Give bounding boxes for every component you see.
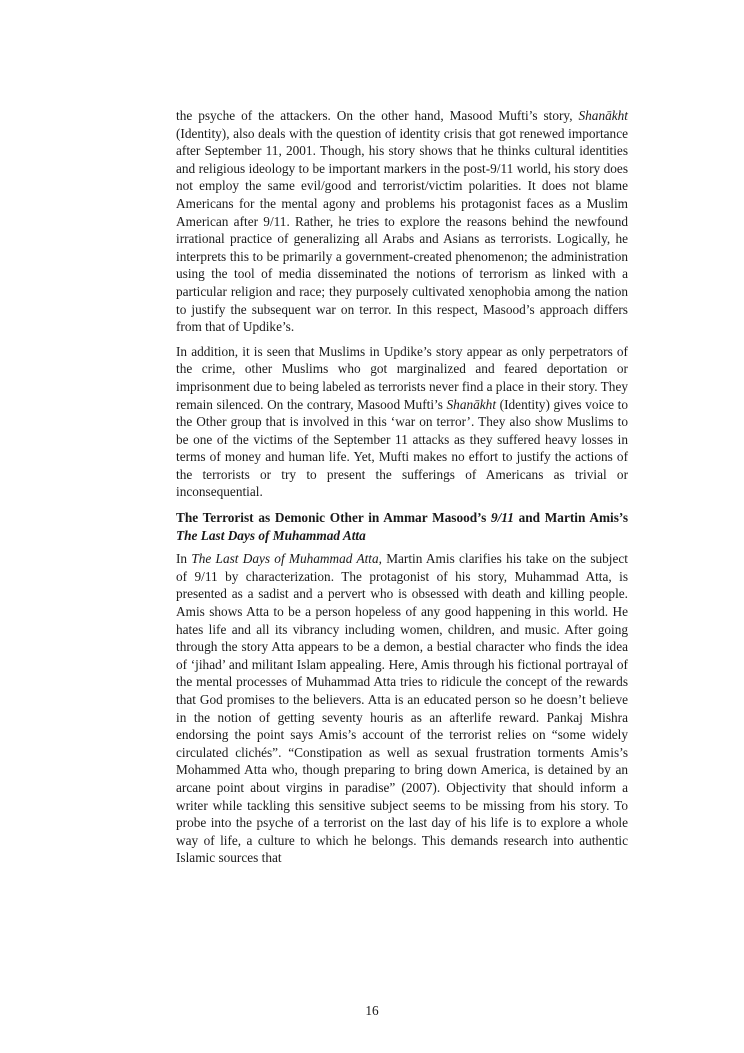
section-heading — [176, 509, 628, 544]
p1-text-b: (Identity), also deals with the question of identity crisis that got renewed importance after September 11, 2001. Though, his story shows that he thinks cultural identities and religious ideology to be important markers in the post-9/11 world, his story does not employ the same evil/good and terrorist/victim polarities. It does not blame Americans for the mental agony and problems his protagonist faces as a Muslim American after 9/11. Rather, he tries to explore the reasons behind the newfound irrational practice of generalizing all Arabs and Asians as terrorists. Logically, he interprets this to be primarily a government-created phenomenon; the administration using the tool of media disseminated the notions of terrorism as linked with a particular religion and race; they purposely cultivated xenophobia among the nation to justify the subsequent war on terror. In this respect, Masood’s approach differs from that of Updike’s. — [176, 125, 628, 335]
page-body — [176, 107, 628, 867]
p3-text-b: , Martin Amis clarifies his take on the subject of 9/11 by characterization. The protagonist of his story, Muhammad Atta, is presented as a sadist and a pervert who is obsessed with death and killing people. Amis shows Atta to be a person hopeless of any good happening in this world. He hates life and all its vibrancy including women, children, and music. After going through the story Atta appears to be a demon, a bestial character who finds the idea of ‘jihad’ and militant Islam appealing. Here, Amis through his fictional portrayal of the mental processes of Muhammad Atta tries to ridicule the concept of the rewards that God promises to the believers. Atta is an educated person so he doesn’t believe in the notion of getting seventy houris as an afterlife reward. Pankaj Mishra endorsing the point says Amis’s account of the terrorist relies on “some widely circulated clichés”. “Constipation as well as sexual frustration torments Amis’s Mohammed Atta who, though preparing to bring down America, is detained by an arcane point about virgins in paradise” (2007). Objectivity that should inform a writer while tackling this sensitive subject seems to be missing from his story. To probe into the psyche of a terrorist on the last day of his life is to explore a whole way of life, a culture to which he belongs. This demands research into authentic Islamic sources that — [176, 551, 628, 866]
page-number: 16 — [365, 1003, 379, 1018]
heading-text-a: The Terrorist as Demonic Other in Ammar Masood’s — [176, 510, 491, 526]
p1-title: Shanākht — [578, 108, 628, 123]
heading-title-a: 9/11 — [490, 510, 514, 526]
p2-text-b: (Identity) gives voice to the Other group that is involved in this ‘war on terror’. They also show Muslims to be one of the victims of the September 11 attacks as they suffered heavy losses in terms of money and human life. Yet, Mufti makes no effort to justify the actions of the terrorists or try to present the sufferings of Americans as trivial or inconsequential. — [176, 396, 628, 500]
body-paragraph-2 — [176, 343, 628, 501]
body-paragraph-3 — [176, 550, 628, 867]
p2-text-a: In addition, it is seen that Muslims in Updike’s story appear as only perpetrators of the crime, other Muslims who got marginalized and feared deportation or imprisonment due to being labeled as terrorists never find a place in their story. They remain silenced. On the contrary, Masood Mufti’s — [176, 343, 628, 412]
p1-text-a: the psyche of the attackers. On the other hand, Masood Mufti’s story, — [176, 108, 579, 123]
p3-title: The Last Days of Muhammad Atta — [191, 551, 379, 567]
p3-text-a: In — [176, 551, 192, 567]
heading-text-b: and Martin Amis’s — [513, 510, 628, 526]
heading-title-b: The Last Days of Muhammad Atta — [176, 527, 366, 543]
body-paragraph-1 — [176, 107, 628, 336]
p2-title: Shanākht — [446, 396, 497, 412]
